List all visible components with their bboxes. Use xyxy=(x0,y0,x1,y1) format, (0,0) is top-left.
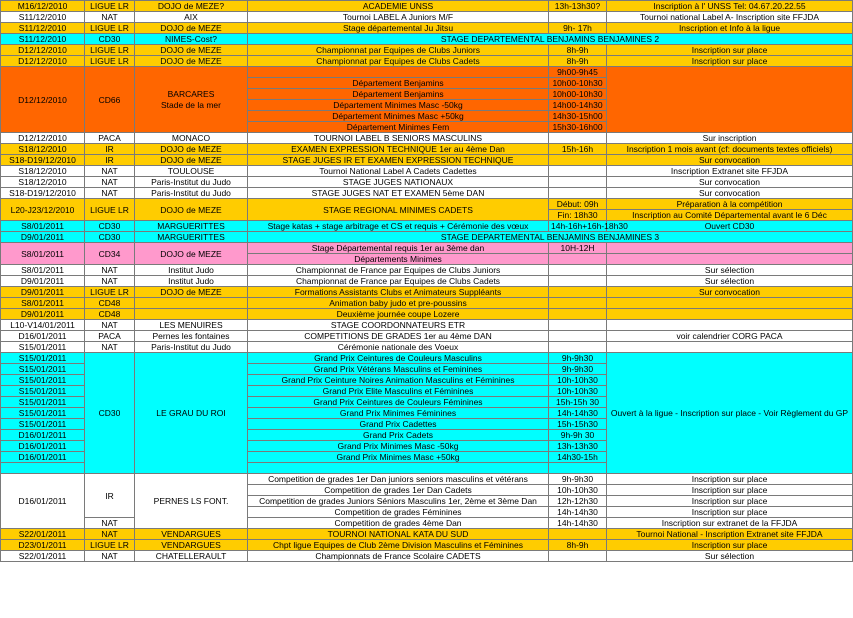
table-cell: DOJO de MEZE xyxy=(135,287,248,298)
table-cell: STAGE COORDONNATEURS ETR xyxy=(248,320,549,331)
table-cell: Grand Prix Cadettes xyxy=(248,419,549,430)
table-cell xyxy=(549,331,607,342)
table-cell xyxy=(549,12,607,23)
table-cell: STAGE JUGES IR ET EXAMEN EXPRESSION TECHNIQUE xyxy=(248,155,549,166)
table-cell: STAGE DEPARTEMENTAL BENJAMINS BENJAMINES 2 xyxy=(248,34,853,45)
table-cell: 15h30-16h00 xyxy=(549,122,607,133)
table-cell: 10h-10h30 xyxy=(549,485,607,496)
table-cell: Cérémonie nationale des Voeux xyxy=(248,342,549,353)
table-cell: CD30 xyxy=(85,232,135,243)
table-cell: BARCARES Stade de la mer xyxy=(135,67,248,133)
table-cell: Institut Judo xyxy=(135,276,248,287)
table-cell: S18/12/2010 xyxy=(1,177,85,188)
table-row xyxy=(1,177,853,188)
table-cell: Competition de grades 1er Dan juniors seniors masculins et vétérans xyxy=(248,474,549,485)
table-cell: Grand Prix Elite Masculins et Féminines xyxy=(248,386,549,397)
table-cell xyxy=(549,276,607,287)
table-row xyxy=(1,23,853,34)
table-row xyxy=(1,1,853,12)
table-cell xyxy=(248,463,549,474)
table-cell: 10h-10h30 xyxy=(549,375,607,386)
table-cell: Ouvert à la ligue - Inscription sur place - Voir Règlement du GP xyxy=(607,353,853,474)
table-cell: 15h-16h xyxy=(549,144,607,155)
table-cell: 10H-12H xyxy=(549,243,607,254)
table-cell: Formations Assistants Clubs et Animateurs Suppléants xyxy=(248,287,549,298)
table-cell: Animation baby judo et pre-poussins xyxy=(248,298,549,309)
table-cell: Competition de grades Féminines xyxy=(248,507,549,518)
table-cell: S11/12/2010 xyxy=(1,23,85,34)
table-cell: D16/01/2011 xyxy=(1,331,85,342)
table-row xyxy=(1,232,853,243)
table-cell: 9h-9h30 xyxy=(549,364,607,375)
table-cell: Tournoi National - Inscription Extranet site FFJDA xyxy=(607,529,853,540)
table-cell: COMPETITIONS DE GRADES 1er au 4ème DAN xyxy=(248,331,549,342)
table-cell xyxy=(549,254,607,265)
table-cell: D16/01/2011 xyxy=(1,441,85,452)
table-cell: LIGUE LR xyxy=(85,1,135,12)
table-cell xyxy=(549,463,607,474)
table-cell: 14h-14h30 xyxy=(549,518,607,529)
table-cell: CHATELLERAULT xyxy=(135,551,248,562)
table-cell: Paris-Institut du Judo xyxy=(135,342,248,353)
table-cell: STAGE REGIONAL MINIMES CADETS xyxy=(248,199,549,221)
table-cell: LIGUE LR xyxy=(85,287,135,298)
table-cell: 9h00-9h45 xyxy=(549,67,607,78)
table-cell: Stage départemental Ju Jitsu xyxy=(248,23,549,34)
table-row xyxy=(1,265,853,276)
table-cell: S11/12/2010 xyxy=(1,34,85,45)
table-cell: TOURNOI LABEL B SENIORS MASCULINS xyxy=(248,133,549,144)
table-cell: DOJO de MEZE xyxy=(135,144,248,155)
table-cell: IR xyxy=(85,155,135,166)
table-cell: DOJO de MEZE xyxy=(135,199,248,221)
table-cell: 10h-10h30 xyxy=(549,386,607,397)
table-cell: S8/01/2011 xyxy=(1,221,85,232)
table-cell: Grand Prix Vétérans Masculins et Feminines xyxy=(248,364,549,375)
table-cell: DOJO de MEZE xyxy=(135,56,248,67)
table-cell: Inscription Extranet site FFJDA xyxy=(607,166,853,177)
table-row xyxy=(1,56,853,67)
table-cell: S8/01/2011 xyxy=(1,265,85,276)
table-cell xyxy=(549,166,607,177)
table-cell: Pernes les fontaines xyxy=(135,331,248,342)
table-row xyxy=(1,276,853,287)
table-cell: S8/01/2011 xyxy=(1,298,85,309)
table-row xyxy=(1,144,853,155)
table-cell xyxy=(607,243,853,254)
table-row xyxy=(1,12,853,23)
table-cell: Département Minimes Masc +50kg xyxy=(248,111,549,122)
table-cell: Grand Prix Ceintures de Couleurs Féminines xyxy=(248,397,549,408)
table-cell: S15/01/2011 xyxy=(1,364,85,375)
table-cell: CD30 xyxy=(85,221,135,232)
table-cell: 14h30-15h00 xyxy=(549,111,607,122)
table-cell: Grand Prix Minimes Masc -50kg xyxy=(248,441,549,452)
table-cell: D16/01/2011 xyxy=(1,430,85,441)
table-cell: Sur convocation xyxy=(607,155,853,166)
table-cell: Inscription à l' UNSS Tel: 04.67.20.22.55 xyxy=(607,1,853,12)
table-cell: D12/12/2010 xyxy=(1,67,85,133)
table-cell xyxy=(135,309,248,320)
table-cell: NAT xyxy=(85,518,135,529)
table-cell: Début: 09h xyxy=(549,199,607,210)
table-cell xyxy=(607,298,853,309)
table-cell: Institut Judo xyxy=(135,265,248,276)
table-cell: NAT xyxy=(85,166,135,177)
table-cell: PERNES LS FONT. xyxy=(135,474,248,529)
table-cell: Stage Départemental requis 1er au 3ème dan xyxy=(248,243,549,254)
table-row xyxy=(1,331,853,342)
table-cell: ACADEMIE UNSS xyxy=(248,1,549,12)
table-cell: LIGUE LR xyxy=(85,540,135,551)
table-cell: Championnat de France par Equipes de Clubs Juniors xyxy=(248,265,549,276)
table-cell: 10h00-10h30 xyxy=(549,89,607,100)
table-row xyxy=(1,188,853,199)
table-cell: MONACO xyxy=(135,133,248,144)
table-cell: TOURNOI NATIONAL KATA DU SUD xyxy=(248,529,549,540)
table-cell: D9/01/2011 xyxy=(1,232,85,243)
table-row xyxy=(1,133,853,144)
table-cell: D9/01/2011 xyxy=(1,309,85,320)
table-cell: 14h-14h30 xyxy=(549,408,607,419)
table-cell: DOJO de MEZE xyxy=(135,45,248,56)
table-cell xyxy=(549,188,607,199)
table-cell: LIGUE LR xyxy=(85,199,135,221)
table-cell: 14h-16h+16h-18h30 xyxy=(549,221,607,232)
table-cell xyxy=(248,67,549,78)
table-cell: Sur sélection xyxy=(607,265,853,276)
table-cell: Sur inscription xyxy=(607,133,853,144)
table-cell: LIGUE LR xyxy=(85,23,135,34)
table-cell: NAT xyxy=(85,320,135,331)
table-cell: DOJO de MEZE xyxy=(135,23,248,34)
table-cell: NAT xyxy=(85,188,135,199)
table-cell: Inscription sur place xyxy=(607,485,853,496)
table-cell: NIMES-Cost? xyxy=(135,34,248,45)
table-cell: 12h-12h30 xyxy=(549,496,607,507)
table-cell xyxy=(135,298,248,309)
table-cell: 15h-15h 30 xyxy=(549,397,607,408)
table-cell: Inscription sur place xyxy=(607,540,853,551)
table-cell: Ouvert CD30 xyxy=(607,221,853,232)
table-cell: Inscription sur place xyxy=(607,56,853,67)
table-cell xyxy=(549,287,607,298)
table-cell: 14h00-14h30 xyxy=(549,100,607,111)
table-cell xyxy=(549,342,607,353)
table-cell: PACA xyxy=(85,331,135,342)
table-cell: D9/01/2011 xyxy=(1,287,85,298)
table-cell: CD34 xyxy=(85,243,135,265)
table-cell: DOJO de MEZE? xyxy=(135,1,248,12)
table-cell: S18-D19/12/2010 xyxy=(1,188,85,199)
table-row xyxy=(1,67,853,78)
table-cell: 13h-13h30 xyxy=(549,441,607,452)
table-row xyxy=(1,518,853,529)
table-cell: Département Benjamins xyxy=(248,89,549,100)
table-cell: EXAMEN EXPRESSION TECHNIQUE 1er au 4ème Dan xyxy=(248,144,549,155)
table-cell: STAGE DEPARTEMENTAL BENJAMINS BENJAMINES 3 xyxy=(248,232,853,243)
table-cell: IR xyxy=(85,144,135,155)
table-cell: 10h00-10h30 xyxy=(549,78,607,89)
table-cell: Tournoi LABEL A Juniors M/F xyxy=(248,12,549,23)
table-cell: Inscription sur place xyxy=(607,507,853,518)
table-cell: Grand Prix Ceintures de Couleurs Masculins xyxy=(248,353,549,364)
table-cell: TOULOUSE xyxy=(135,166,248,177)
table-cell xyxy=(607,254,853,265)
table-cell: S15/01/2011 xyxy=(1,353,85,364)
table-cell: DOJO de MEZE xyxy=(135,243,248,265)
table-cell: Préparation à la compétition xyxy=(607,199,853,210)
table-cell: S8/01/2011 xyxy=(1,243,85,265)
table-cell xyxy=(549,309,607,320)
table-cell: CD30 xyxy=(85,353,135,474)
table-cell xyxy=(549,265,607,276)
table-cell: Inscription sur place xyxy=(607,45,853,56)
table-cell: Competition de grades 1er Dan Cadets xyxy=(248,485,549,496)
table-cell: 14h-14h30 xyxy=(549,507,607,518)
table-cell: VENDARGUES xyxy=(135,529,248,540)
table-row xyxy=(1,221,853,232)
table-row xyxy=(1,199,853,210)
table-cell: LIGUE LR xyxy=(85,45,135,56)
table-cell: S22/01/2011 xyxy=(1,551,85,562)
table-cell: Tournoi National Label A Cadets Cadettes xyxy=(248,166,549,177)
table-row xyxy=(1,34,853,45)
table-cell: AIX xyxy=(135,12,248,23)
table-cell: Sur convocation xyxy=(607,287,853,298)
table-row xyxy=(1,342,853,353)
table-cell: S18-D19/12/2010 xyxy=(1,155,85,166)
table-cell: NAT xyxy=(85,529,135,540)
table-cell: Département Benjamins xyxy=(248,78,549,89)
table-cell: 9h-9h30 xyxy=(549,474,607,485)
table-cell: S18/12/2010 xyxy=(1,144,85,155)
table-row xyxy=(1,540,853,551)
table-cell: Competition de grades 4ème Dan xyxy=(248,518,549,529)
table-cell: D12/12/2010 xyxy=(1,133,85,144)
table-row xyxy=(1,474,853,485)
table-cell: 9h-9h30 xyxy=(549,353,607,364)
table-cell: S18/12/2010 xyxy=(1,166,85,177)
table-cell: Sur sélection xyxy=(607,551,853,562)
table-cell: Paris-Institut du Judo xyxy=(135,177,248,188)
table-cell: Inscription 1 mois avant (cf: documents textes officiels) xyxy=(607,144,853,155)
table-row xyxy=(1,243,853,254)
table-cell: LIGUE LR xyxy=(85,56,135,67)
table-cell: voir calendrier CORG PACA xyxy=(607,331,853,342)
table-cell: S15/01/2011 xyxy=(1,375,85,386)
table-cell xyxy=(607,309,853,320)
table-cell: S15/01/2011 xyxy=(1,397,85,408)
table-cell xyxy=(607,342,853,353)
table-cell: Grand Prix Minimes Féminines xyxy=(248,408,549,419)
table-cell: S15/01/2011 xyxy=(1,419,85,430)
table-cell: Sur sélection xyxy=(607,276,853,287)
table-cell: Competition de grades Juniors Séniors Masculins 1er, 2ème et 3ème Dan xyxy=(248,496,549,507)
table-cell xyxy=(549,529,607,540)
table-cell: Paris-Institut du Judo xyxy=(135,188,248,199)
table-cell: Département Minimes Fem xyxy=(248,122,549,133)
table-cell: D23/01/2011 xyxy=(1,540,85,551)
table-cell: Championnat par Equipes de Clubs Cadets xyxy=(248,56,549,67)
table-row xyxy=(1,551,853,562)
table-cell: LE GRAU DU ROI xyxy=(135,353,248,474)
table-cell: D16/01/2011 xyxy=(1,452,85,463)
table-row xyxy=(1,353,853,364)
table-cell: NAT xyxy=(85,342,135,353)
table-cell xyxy=(549,133,607,144)
table-row xyxy=(1,166,853,177)
table-cell: Inscription au Comité Départemental avant le 6 Déc xyxy=(607,210,853,221)
table-cell: Inscription et Info à la ligue xyxy=(607,23,853,34)
table-cell: VENDARGUES xyxy=(135,540,248,551)
table-cell: S15/01/2011 xyxy=(1,408,85,419)
table-row xyxy=(1,298,853,309)
table-cell: 9h-9h 30 xyxy=(549,430,607,441)
table-cell: Inscription sur extranet de la FFJDA xyxy=(607,518,853,529)
table-cell: 14h30-15h xyxy=(549,452,607,463)
table-cell: Sur convocation xyxy=(607,177,853,188)
table-cell: D12/12/2010 xyxy=(1,56,85,67)
table-cell: L10-V14/01/2011 xyxy=(1,320,85,331)
table-row xyxy=(1,309,853,320)
table-cell: IR xyxy=(85,474,135,518)
table-row xyxy=(1,45,853,56)
table-cell: 8h-9h xyxy=(549,56,607,67)
table-cell: NAT xyxy=(85,265,135,276)
table-cell xyxy=(549,155,607,166)
table-cell: DOJO de MEZE xyxy=(135,155,248,166)
table-cell: NAT xyxy=(85,12,135,23)
table-cell xyxy=(549,551,607,562)
table-cell: MARGUERITTES xyxy=(135,232,248,243)
table-cell: D9/01/2011 xyxy=(1,276,85,287)
table-row xyxy=(1,320,853,331)
table-cell xyxy=(549,320,607,331)
table-cell: Championnats de France Scolaire CADETS xyxy=(248,551,549,562)
table-cell: D12/12/2010 xyxy=(1,45,85,56)
table-cell xyxy=(1,463,85,474)
table-cell: S15/01/2011 xyxy=(1,342,85,353)
table-cell: CD30 xyxy=(85,34,135,45)
table-cell: CD48 xyxy=(85,309,135,320)
table-cell: Fin: 18h30 xyxy=(549,210,607,221)
table-row xyxy=(1,155,853,166)
table-cell: Tournoi national Label A- Inscription site FFJDA xyxy=(607,12,853,23)
table-cell: CD66 xyxy=(85,67,135,133)
table-row xyxy=(1,287,853,298)
table-cell: 9h- 17h xyxy=(549,23,607,34)
table-cell: S15/01/2011 xyxy=(1,386,85,397)
table-cell: MARGUERITTES xyxy=(135,221,248,232)
table-cell: Championnat par Equipes de Clubs Juniors xyxy=(248,45,549,56)
table-cell: Grand Prix Cadets xyxy=(248,430,549,441)
table-cell: Championnat de France par Equipes de Clubs Cadets xyxy=(248,276,549,287)
table-cell: D16/01/2011 xyxy=(1,474,85,529)
table-cell: NAT xyxy=(85,276,135,287)
table-cell: Département Minimes Masc -50kg xyxy=(248,100,549,111)
table-cell: NAT xyxy=(85,551,135,562)
table-row xyxy=(1,529,853,540)
table-cell: 8h-9h xyxy=(549,45,607,56)
table-cell: STAGE JUGES NATIONAUX xyxy=(248,177,549,188)
table-cell: 15h-15h30 xyxy=(549,419,607,430)
table-cell: Inscription sur place xyxy=(607,474,853,485)
table-cell: M16/12/2010 xyxy=(1,1,85,12)
table-cell: CD48 xyxy=(85,298,135,309)
table-cell: Inscription sur place xyxy=(607,496,853,507)
table-cell xyxy=(549,298,607,309)
table-cell: Grand Prix Ceinture Noires Animation Masculins et Féminines xyxy=(248,375,549,386)
table-cell: 8h-9h xyxy=(549,540,607,551)
table-cell: Deuxième journée coupe Lozere xyxy=(248,309,549,320)
table-cell: Chpt ligue Equipes de Club 2ème Division Masculins et Féminines xyxy=(248,540,549,551)
table-cell: S22/01/2011 xyxy=(1,529,85,540)
table-cell xyxy=(549,177,607,188)
table-cell: 13h-13h30? xyxy=(549,1,607,12)
table-cell: PACA xyxy=(85,133,135,144)
table-cell: LES MENUIRES xyxy=(135,320,248,331)
table-cell: S11/12/2010 xyxy=(1,12,85,23)
table-cell: Grand Prix Minimes Masc +50kg xyxy=(248,452,549,463)
table-cell xyxy=(607,67,853,133)
table-cell: L20-J23/12/2010 xyxy=(1,199,85,221)
table-cell: NAT xyxy=(85,177,135,188)
table-cell: Sur convocation xyxy=(607,188,853,199)
table-cell: STAGE JUGES NAT ET EXAMEN 5ème DAN xyxy=(248,188,549,199)
table-cell: Départements Minimes xyxy=(248,254,549,265)
table-cell: Stage katas + stage arbitrage et CS et requis + Cérémonie des vœux xyxy=(248,221,549,232)
table-cell xyxy=(607,320,853,331)
calendar-body xyxy=(1,1,853,562)
